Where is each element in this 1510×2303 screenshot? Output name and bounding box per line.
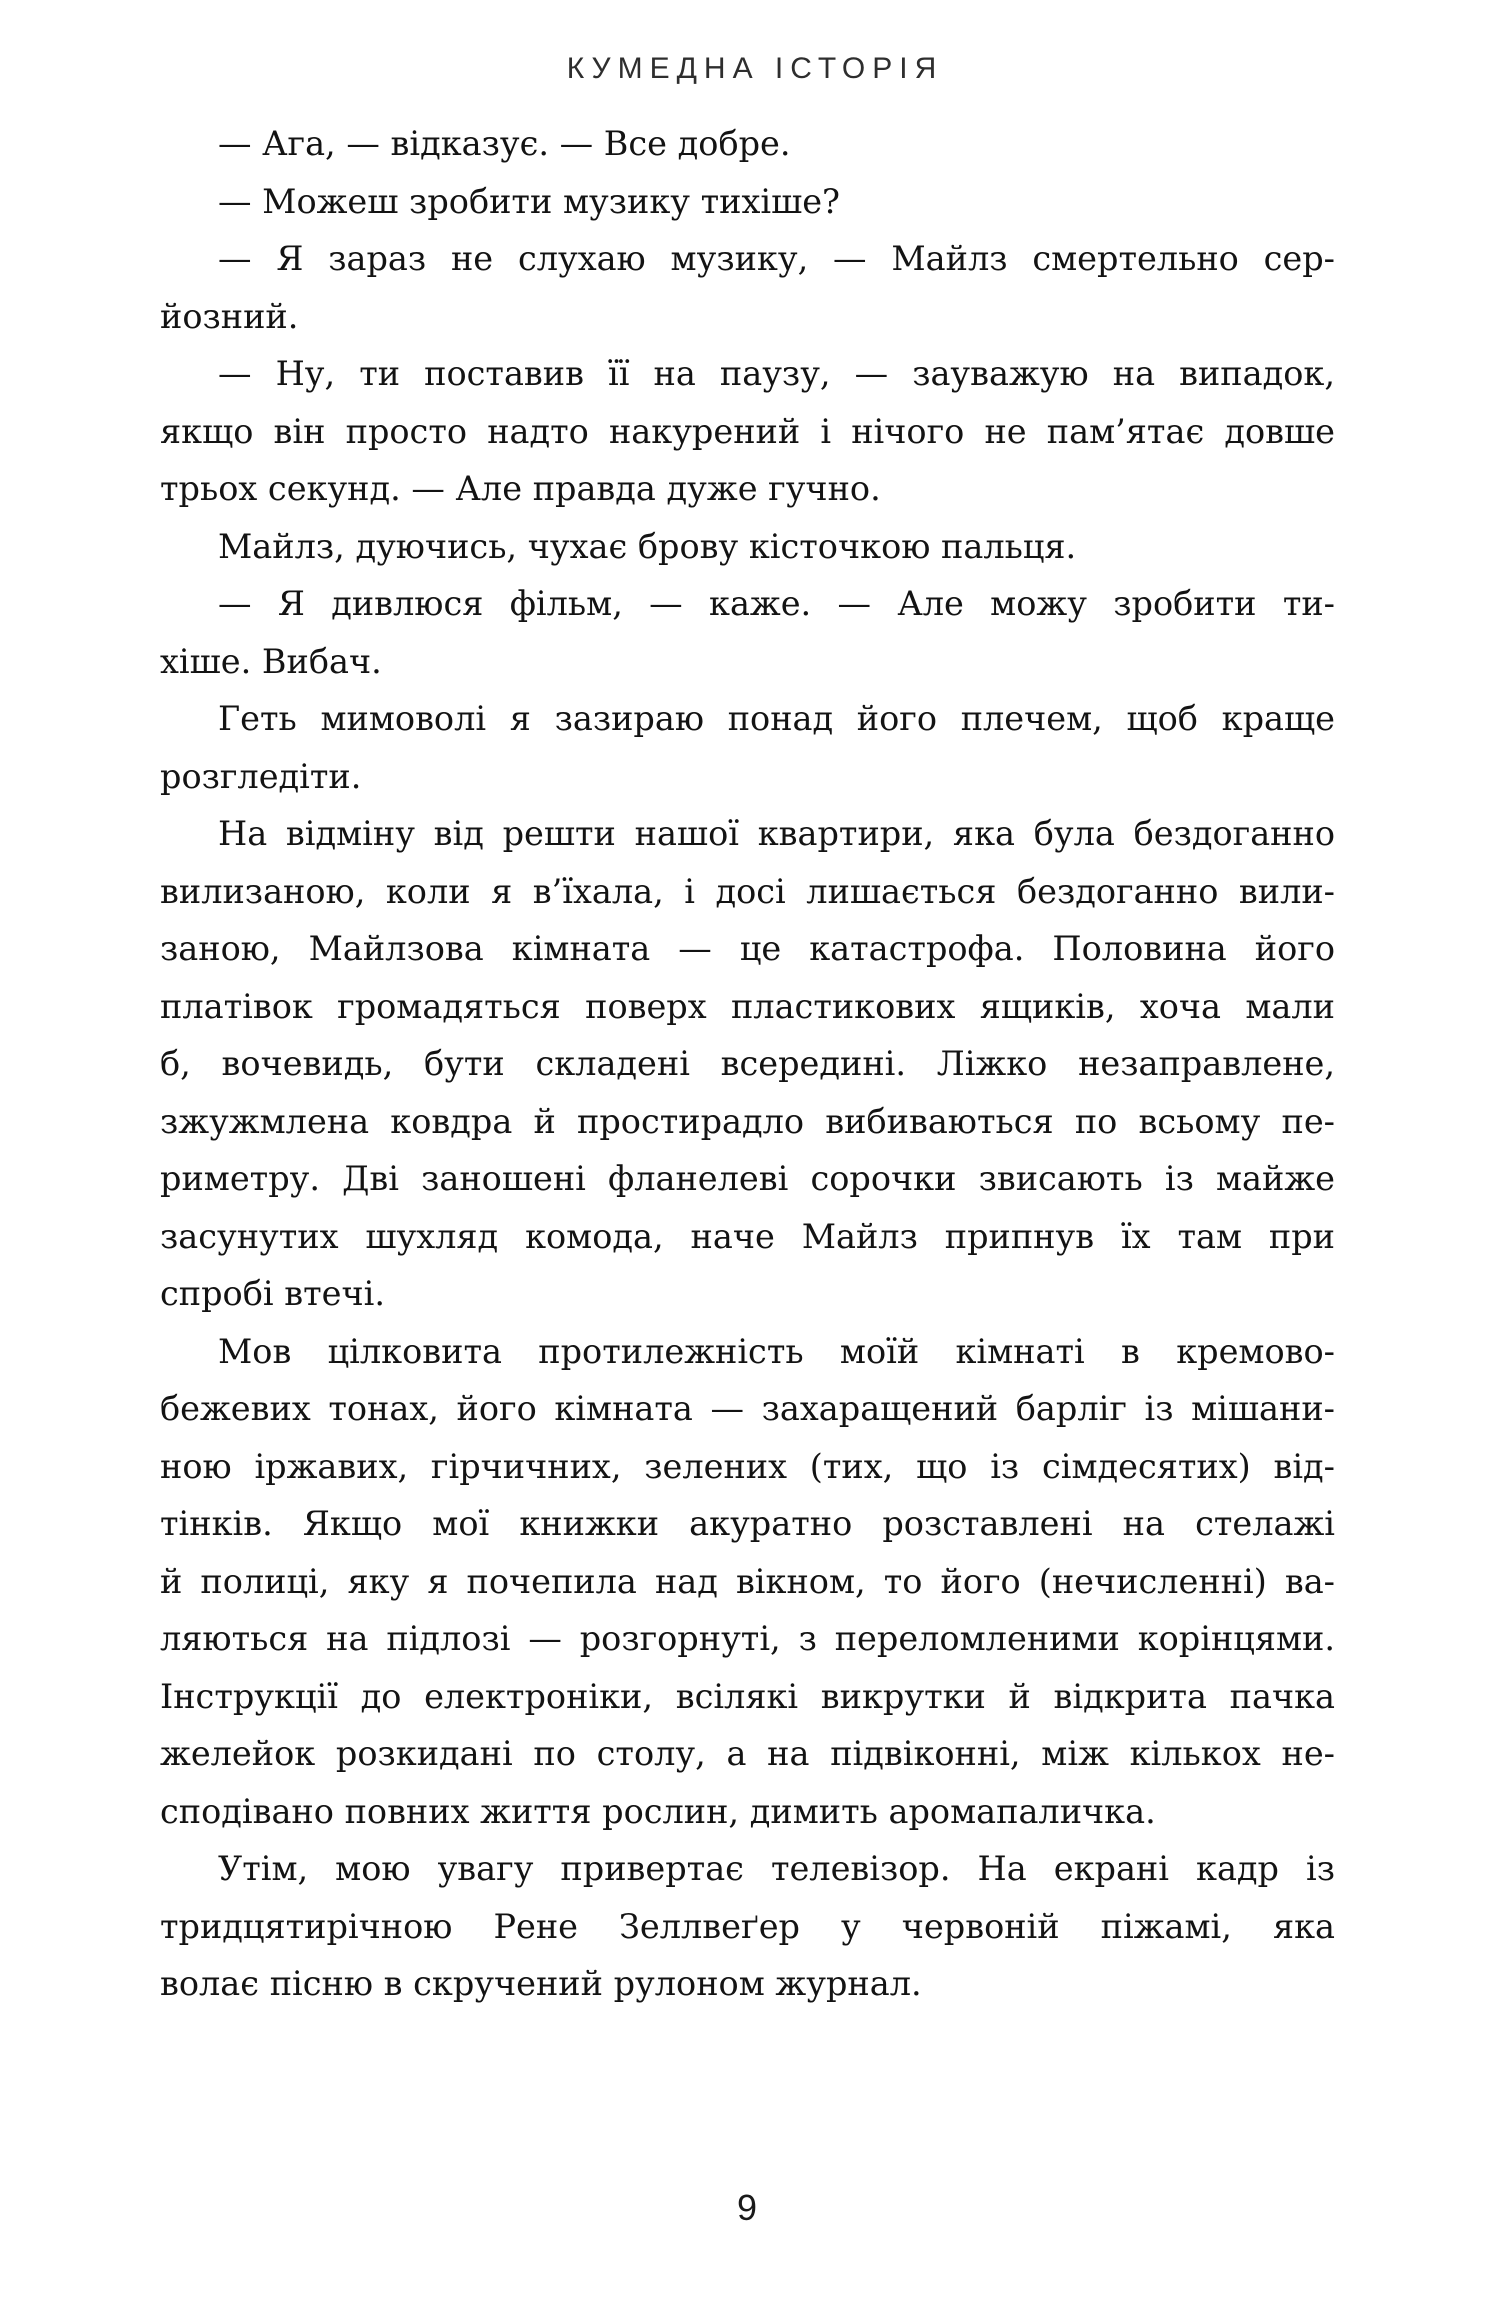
text-line: желейок розкидані по столу, а на підвіконні, між кількох не- xyxy=(160,1734,1335,1773)
text-line: Мов цілковита протилежність моїй кімнаті в кремово- xyxy=(218,1331,1335,1371)
text-line: йозний. xyxy=(160,296,299,336)
text-line: сподівано повних життя рослин, димить аромапаличка. xyxy=(160,1791,1156,1831)
text-line: розгледіти. xyxy=(160,756,362,796)
text-line: платівок громадяться поверх пластикових ящиків, хоча мали xyxy=(160,986,1335,1026)
page-footer xyxy=(0,2188,1494,2228)
text-line: — Ага, — відказує. — Все добре. xyxy=(218,124,791,163)
text-line: тінків. Якщо мої книжки акуратно розставлені на стелажі xyxy=(160,1504,1335,1543)
text-line: й полиці, яку я почепила над вікном, то його (нечисленні) ва- xyxy=(160,1561,1335,1601)
text-line: Утім, мою увагу привертає телевізор. На екрані кадр із xyxy=(218,1849,1335,1888)
text-line: ною іржавих, гірчичних, зелених (тих, що із сімдесятих) від- xyxy=(160,1446,1335,1486)
text-line: риметру. Дві заношені фланелеві сорочки звисають із майже xyxy=(160,1159,1335,1198)
text-line: вилизаною, коли я в’їхала, і досі лишається бездоганно вили- xyxy=(160,871,1335,911)
page-number: 9 xyxy=(736,2187,758,2228)
text-line: — Я дивлюся фільм, — каже. — Але можу зробити ти- xyxy=(218,584,1335,623)
text-line: волає пісню в скручений рулоном журнал. xyxy=(160,1964,922,2003)
text-line: заною, Майлзова кімната — це катастрофа. Половина його xyxy=(160,929,1335,968)
chapter-title: КУМЕДНА ІСТОРІЯ xyxy=(566,52,944,85)
text-line: трьох секунд. — Але правда дуже гучно. xyxy=(160,469,881,508)
body-text-column xyxy=(160,115,1335,2013)
running-header xyxy=(0,52,1510,86)
text-line: — Я зараз не слухаю музику, — Майлз смертельно сер- xyxy=(218,239,1335,278)
text-line: Інструкції до електроніки, всілякі викрутки й відкрита пачка xyxy=(160,1676,1335,1716)
text-line: тридцятирічною Рене Зеллвеґер у червоній піжамі, яка xyxy=(160,1906,1335,1946)
text-line: Геть мимоволі я зазираю понад його плечем, щоб краще xyxy=(218,699,1335,738)
text-line: б, вочевидь, бути складені всередині. Ліжко незаправлене, xyxy=(160,1044,1335,1083)
text-line: спробі втечі. xyxy=(160,1274,385,1313)
text-line: хіше. Вибач. xyxy=(160,641,382,681)
text-line: засунутих шухляд комода, наче Майлз припнув їх там при xyxy=(160,1216,1335,1256)
text-line: ляються на підлозі — розгорнуті, з переломленими корінцями. xyxy=(160,1619,1335,1658)
text-line: На відміну від решти нашої квартири, яка була бездоганно xyxy=(218,814,1335,853)
text-line: — Можеш зробити музику тихіше? xyxy=(218,181,841,221)
text-line: Майлз, дуючись, чухає брову кісточкою пальця. xyxy=(218,526,1077,566)
text-line: — Ну, ти поставив її на паузу, — зауважую на випадок, xyxy=(218,354,1335,393)
text-line: зжужмлена ковдра й простирадло вибиваються по всьому пе- xyxy=(160,1101,1335,1141)
text-line: якщо він просто надто накурений і нічого не пам’ятає довше xyxy=(160,411,1335,451)
text-line: бежевих тонах, його кімната — захаращений барліг із мішани- xyxy=(160,1389,1335,1428)
